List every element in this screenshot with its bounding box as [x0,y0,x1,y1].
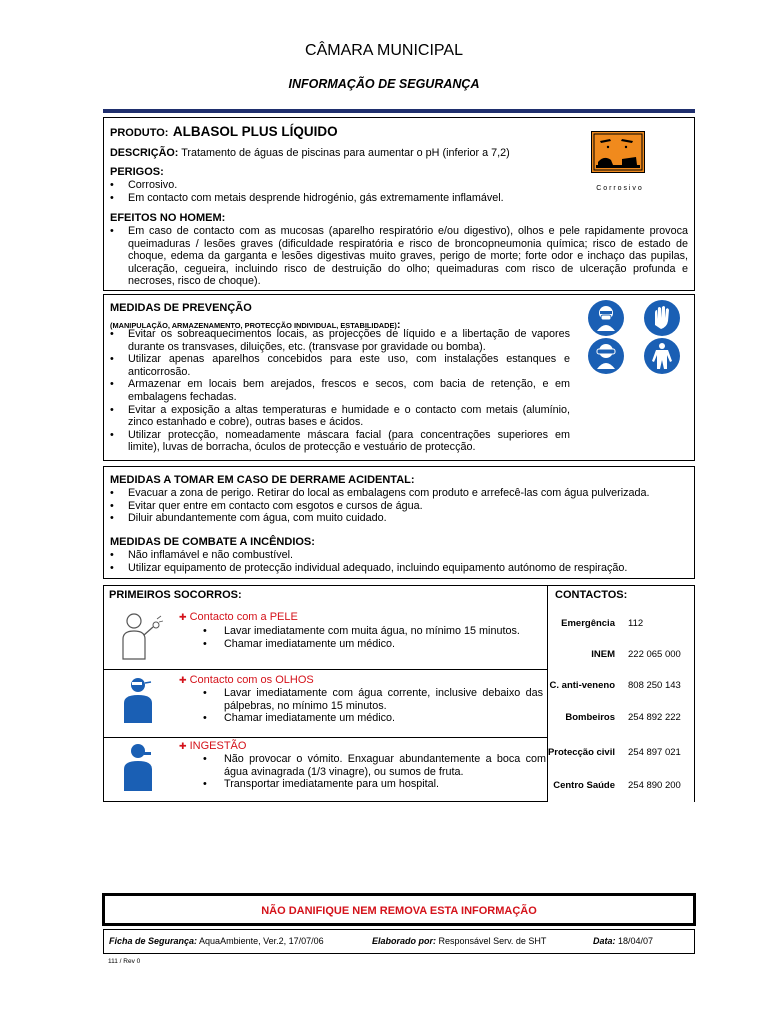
prevention-title: MEDIDAS DE PREVENÇÃO [110,302,252,314]
list-item: • Evitar quer entre em contacto com esgotos e cursos de água. [104,500,692,513]
list-item: • Chamar imediatamente um médico. [203,712,543,725]
description-line [110,147,510,160]
prevention-subtitle-line: (MANIPULAÇÃO, ARMAZENAMENTO, PROTECÇÃO INDIVIDUAL, ESTABILIDADE): [110,319,401,331]
spill-fire-section [103,466,695,579]
contact-row: Emergência 112 [561,618,644,629]
footer-author: Elaborado por: Responsável Serv. de SHT [372,936,547,946]
list-item: • Evitar a exposição a altas temperaturas e humidade e o contacto com metais (alumínio, zinco estanhado e cobre), outras bases e ácidos. [104,404,570,429]
product-line [110,123,338,141]
effects-label: EFEITOS NO HOMEM: [110,212,226,224]
hazards-list [104,179,534,204]
hazard-symbol-caption: C o r r o s i v o [596,185,642,192]
medical-cross-icon: ✚ [179,741,187,751]
contacts-title: CONTACTOS: [555,589,628,601]
page-subtitle: INFORMAÇÃO DE SEGURANÇA [288,77,480,91]
gloves-icon [643,299,681,342]
warning-banner [102,893,696,926]
prevention-subtitle: (MANIPULAÇÃO, ARMAZENAMENTO, PROTECÇÃO INDIVIDUAL, ESTABILIDADE) [110,321,397,330]
list-item: • Diluir abundantemente com água, com muito cuidado. [104,512,692,525]
list-item: • Evitar os sobreaquecimentos locais, as projecções de líquido e a libertação de vapores durante os transvases, diluições, etc. (transvase por gravidade ou bomba). [104,328,570,353]
contact-row: INEM 222 065 000 [591,649,681,660]
medical-cross-icon: ✚ [179,675,187,685]
fire-title: MEDIDAS DE COMBATE A INCÊNDIOS: [110,536,315,548]
list-item: • Não provocar o vómito. Enxaguar abundantemente a boca com água avinagrada (1/3 vinagre), ou sumos de fruta. [203,753,546,778]
face-mask-icon [587,299,625,342]
list-item: • Armazenar em locais bem arejados, frescos e secos, com bacia de retenção, e em embalagens fechadas. [104,378,570,403]
prevention-list [104,328,570,454]
contact-row: C. anti-veneno 808 250 143 [549,680,681,691]
corrosive-hazard-icon [591,131,645,173]
first-aid-skin-list [203,625,543,650]
list-item: • Em caso de contacto com as mucosas (aparelho respiratório e/ou digestivo), olhos e pele rapidamente provoca queimaduras / lesões graves (dificuldade respiratória e risco de broncopneumonia química; risco de estado de choque, edema da garganta e lesões digestivas muito graves, perigo de morte; forte odor e inchaço das pupilas, ulceração, cegueira, incluindo risco de destruição do olho; queimaduras com risco de ulceração profunda e necroses, risco de choque). [104,225,688,288]
list-item: • Utilizar protecção, nomeadamente máscara facial (para concentrações superiores em limite), luvas de borracha, óculos de protecção e vestuário de protecção. [104,429,570,454]
list-item: • Não inflamável e não combustível. [104,549,692,562]
product-name: ALBASOL PLUS LÍQUIDO [172,124,338,139]
footer-bar [103,929,695,954]
spill-list [104,487,692,525]
header-divider [103,109,695,113]
list-item: • Utilizar equipamento de protecção individual adequado, incluindo equipamento autónomo de respiração. [104,562,692,575]
medical-cross-icon: ✚ [179,612,187,622]
fire-list [104,549,692,574]
revision-note: 111 / Rev 0 [108,958,141,965]
list-item: • Evacuar a zona de perigo. Retirar do local as embalagens com produto e arrefecê-las com água pulverizada. [104,487,692,500]
prevention-section [103,294,695,461]
first-aid-heading-eyes: ✚ Contacto com os OLHOS [179,674,314,686]
protective-suit-icon [643,337,681,380]
contact-row: Centro Saúde 254 890 200 [553,780,681,791]
first-aid-title: PRIMEIROS SOCORROS: [109,589,242,601]
footer-sheet: Ficha de Segurança: AquaAmbiente, Ver.2, 17/07/06 [109,936,324,946]
product-section [103,117,695,291]
goggles-icon [587,337,625,380]
first-aid-heading-ingestion: ✚ INGESTÃO [179,740,247,752]
contact-row: Bombeiros 254 892 222 [565,712,681,723]
spill-title: MEDIDAS A TOMAR EM CASO DE DERRAME ACIDENTAL: [110,474,415,486]
person-ingestion-icon [121,741,161,798]
hazards-label: PERIGOS: [110,166,164,178]
first-aid-heading-skin: ✚ Contacto com a PELE [179,611,298,623]
list-item: • Lavar imediatamente com água corrente, inclusive debaixo das pálpebras, no mínimo 15 minutos. [203,687,543,712]
list-item: • Em contacto com metais desprende hidrogénio, gás extremamente inflamável. [104,192,534,205]
description-label: DESCRIÇÃO: [110,147,179,159]
person-eyes-icon [121,675,161,730]
warning-text: NÃO DANIFIQUE NEM REMOVA ESTA INFORMAÇÃO [261,905,537,917]
first-aid-eyes-list [203,687,543,725]
list-item: • Corrosivo. [104,179,534,192]
page-title: CÂMARA MUNICIPAL [305,42,463,59]
product-label: PRODUTO: [110,127,169,139]
effects-list [104,225,688,288]
list-item: • Chamar imediatamente um médico. [203,638,543,651]
footer-date: Data: 18/04/07 [593,936,654,946]
first-aid-ingestion-list [203,753,546,791]
list-item: • Transportar imediatamente para um hospital. [203,778,546,791]
person-skin-icon [117,611,163,666]
description-text: Tratamento de águas de piscinas para aumentar o pH (inferior a 7,2) [181,147,510,159]
list-item: • Lavar imediatamente com muita água, no mínimo 15 minutos. [203,625,543,638]
list-item: • Utilizar apenas aparelhos concebidos para este uso, com instalações estanques e anticorrosão. [104,353,570,378]
contact-row: Protecção civil 254 897 021 [547,747,681,758]
